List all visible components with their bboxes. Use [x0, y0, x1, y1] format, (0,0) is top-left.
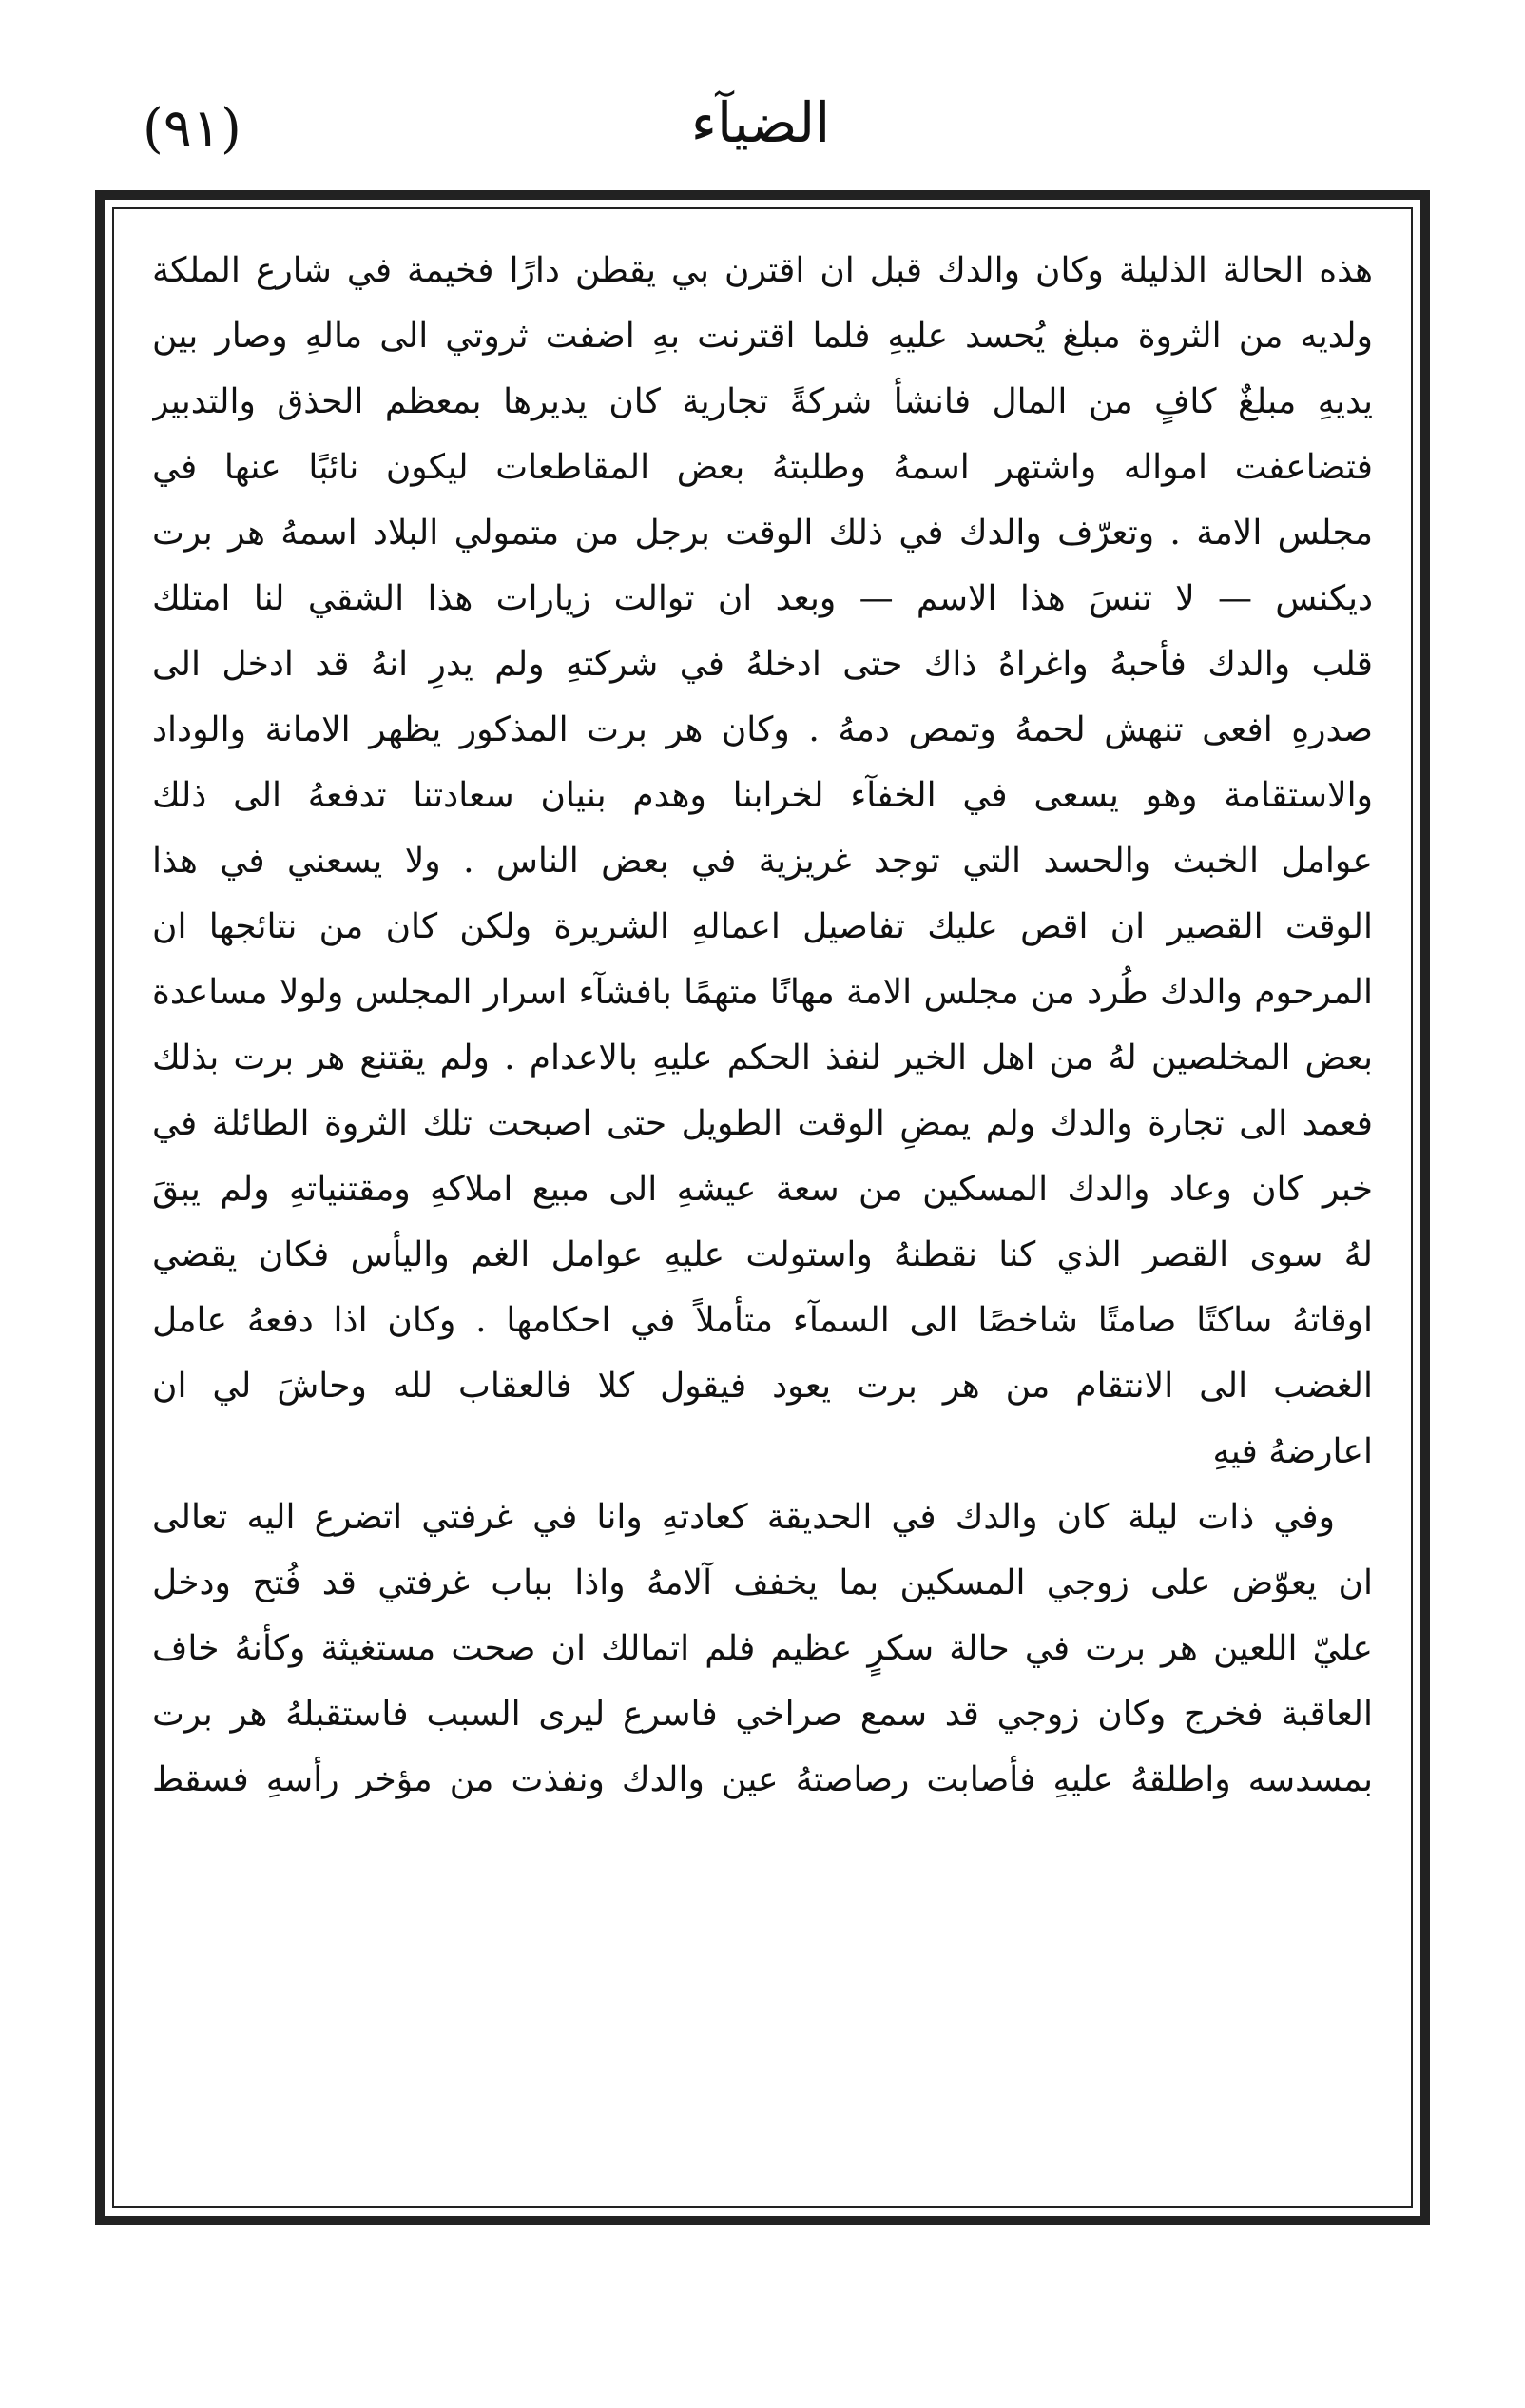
body-text: [152, 238, 1373, 2187]
text-line: الغضب الى الانتقام من هر برت يعود فيقول كلا فالعقاب لله وحاشَ لي ان: [152, 1367, 1373, 1406]
text-line: المرحوم والدك طُرد من مجلس الامة مهانًا متهمًا بافشآء اسرار المجلس ولولا مساعدة: [152, 973, 1373, 1012]
text-line: خبر كان وعاد والدك المسكين من سعة عيشهِ الى مبيع املاكهِ ومقتنياتهِ ولم يبقَ: [152, 1170, 1373, 1209]
text-line: ان يعوّض على زوجي المسكين بما يخفف آلامهُ واذا بباب غرفتي قد فُتح ودخل: [152, 1563, 1373, 1602]
text-line: عوامل الخبث والحسد التي توجد غريزية في بعض الناس . ولا يسعني في هذا: [152, 842, 1373, 881]
text-line: والاستقامة وهو يسعى في الخفآء لخرابنا وهدم بنيان سعادتنا تدفعهُ الى ذلك: [152, 776, 1373, 815]
page-number: (٩١): [143, 98, 241, 160]
text-line: فعمد الى تجارة والدك ولم يمضِ الوقت الطويل حتى اصبحت تلك الثروة الطائلة في: [152, 1104, 1373, 1143]
text-line: وفي ذات ليلة كان والدك في الحديقة كعادتهِ وانا في غرفتي اتضرع اليه تعالى: [152, 1498, 1335, 1537]
text-line: عليّ اللعين هر برت في حالة سكرٍ عظيم فلم اتمالك ان صحت مستغيثة وكأنهُ خاف: [152, 1629, 1373, 1668]
text-line: العاقبة فخرج وكان زوجي قد سمع صراخي فاسرع ليرى السبب فاستقبلهُ هر برت: [152, 1695, 1373, 1734]
text-line: لهُ سوى القصر الذي كنا نقطنهُ واستولت عليهِ عوامل الغم واليأس فكان يقضي: [152, 1235, 1373, 1274]
text-line: الوقت القصير ان اقص عليك تفاصيل اعمالهِ الشريرة ولكن كان من نتائجها ان: [152, 907, 1373, 946]
text-line: هذه الحالة الذليلة وكان والدك قبل ان اقترن بي يقطن دارًا فخيمة في شارع الملكة: [152, 251, 1373, 290]
text-line: بمسدسه واطلقهُ عليهِ فأصابت رصاصتهُ عين والدك ونفذت من مؤخر رأسهِ فسقط: [152, 1760, 1373, 1799]
text-line: يديهِ مبلغٌ كافٍ من المال فانشأ شركةً تجارية كان يديرها بمعظم الحذق والتدبير: [152, 382, 1373, 421]
text-line: اوقاتهُ ساكتًا صامتًا شاخصًا الى السمآء متأملاً في احكامها . وكان اذا دفعهُ عامل: [152, 1301, 1373, 1340]
text-line: ولديه من الثروة مبلغ يُحسد عليهِ فلما اقترنت بهِ اضفت ثروتي الى مالهِ وصار بين: [152, 317, 1373, 356]
text-line: اعارضهُ فيهِ: [1212, 1432, 1373, 1471]
text-frame: [95, 190, 1430, 2225]
page-header: [0, 0, 1525, 190]
text-frame-inner: [112, 207, 1413, 2208]
text-line: فتضاعفت امواله واشتهر اسمهُ وطلبتهُ بعض المقاطعات ليكون نائبًا عنها في: [152, 448, 1373, 487]
text-line: بعض المخلصين لهُ من اهل الخير لنفذ الحكم عليهِ بالاعدام . ولم يقتنع هر برت بذلك: [152, 1039, 1373, 1078]
text-line: مجلس الامة . وتعرّف والدك في ذلك الوقت برجل من متمولي البلاد اسمهُ هر برت: [152, 514, 1373, 553]
text-line: قلب والدك فأحبهُ واغراهُ ذاك حتى ادخلهُ في شركتهِ ولم يدرِ انهُ قد ادخل الى: [152, 645, 1373, 684]
page-title: الضيآء: [690, 90, 831, 155]
text-line: ديكنس — لا تنسَ هذا الاسم — وبعد ان توالت زيارات هذا الشقي لنا امتلك: [152, 579, 1373, 618]
text-line: صدرهِ افعى تنهش لحمهُ وتمص دمهُ . وكان هر برت المذكور يظهر الامانة والوداد: [152, 710, 1373, 749]
